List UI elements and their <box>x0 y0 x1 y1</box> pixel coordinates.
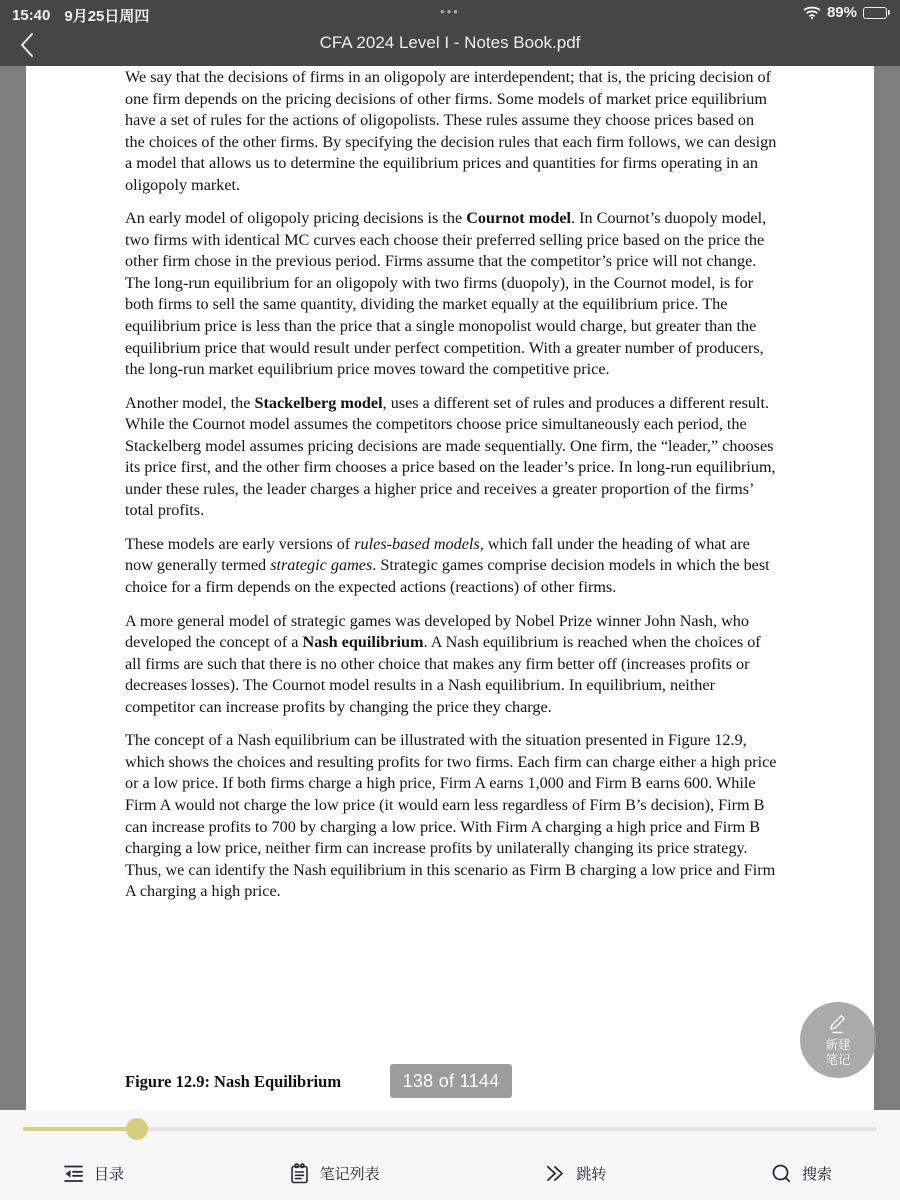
pdf-paragraphs <box>125 67 777 915</box>
toolbar-label-toc: 目录 <box>94 1165 125 1183</box>
pdf-paragraph: Another model, the Stackelberg model, uses a different set of rules and produces a different result. While the Cournot model assumes the competitors choose price simultaneously each period, the Stackelberg model assumes pricing decisions are made sequentially. One firm, the “leader,” chooses its price first, and the other firm chooses a price based on the leader’s price. In long-run equilibrium, under these rules, the leader charges a higher price and receives a greater proportion of the firms’ total profits. <box>125 393 776 520</box>
toolbar <box>0 1146 900 1200</box>
toolbar-item-jump[interactable] <box>543 1162 606 1185</box>
status-bar <box>0 0 900 26</box>
notes-list-icon <box>288 1162 311 1185</box>
status-date: 9月25日周四 <box>64 8 150 25</box>
page-slider-fill <box>23 1127 137 1131</box>
pdf-paragraph: A more general model of strategic games was developed by Nobel Prize winner John Nash, who developed the concept of a Nash equilibrium. A Nash equilibrium is reached when the choices of all firms are such that there is no other choice that makes any firm better off (increases profits or decreases losses). The Cournot model results in a Nash equilibrium. In equilibrium, neither competitor can increase profits by changing the price they charge. <box>125 611 761 716</box>
toolbar-label-notes-list: 笔记列表 <box>319 1165 380 1183</box>
top-bar <box>0 0 900 66</box>
pdf-paragraph: An early model of oligopoly pricing decisions is the Cournot model. In Cournot’s duopoly model, two firms with identical MC curves each choose their preferred selling price based on the price the other firm chose in the previous period. Firms assume that the competitor’s price will not change. The long-run equilibrium for an oligopoly with two firms (duopoly), in the Cournot model, is for both firms to sell the same quantity, dividing the market equally at the equilibrium price. The equilibrium price is less than the price that a single monopolist would charge, but greater than the equilibrium price that would result under perfect competition. With a greater number of producers, the long-run market equilibrium price moves toward the competitive price. <box>125 209 767 379</box>
nav-bar <box>0 26 900 66</box>
page-slider-thumb[interactable] <box>126 1118 148 1140</box>
search-icon <box>770 1162 793 1185</box>
toolbar-label-jump: 跳转 <box>576 1165 607 1183</box>
toolbar-item-notes-list[interactable] <box>288 1162 380 1185</box>
toc-icon <box>62 1162 85 1185</box>
window-options-icon[interactable]: ••• <box>440 4 460 19</box>
battery-icon <box>863 7 890 19</box>
figure-caption: Figure 12.9: Nash Equilibrium <box>125 1072 342 1091</box>
pdf-paragraph: These models are early versions of rules-based models, which fall under the heading of what are now generally termed strategic games. Strategic games comprise decision models in which the best choice for a firm depends on the expected actions (reactions) of other firms. <box>125 534 770 597</box>
pdf-paragraph: The concept of a Nash equilibrium can be illustrated with the situation presented in Figure 12.9, which shows the choices and resulting profits for two firms. Each firm can charge either a high price or a low price. If both firms charge a high price, Firm A earns 1,000 and Firm B earns 600. While Firm A would not charge the low price (it would earn less regardless of Firm B’s decision), Firm B can increase profits to 700 by charging a low price. With Firm A charging a high price and Firm B charging a low price, neither firm can increase profits by unilaterally changing its price strategy. Thus, we can identify the Nash equilibrium in this scenario as Firm B charging a low price and Firm A charging a high price. <box>125 731 777 901</box>
page-number-badge: 138 of 1144 <box>390 1064 512 1098</box>
wifi-icon <box>803 5 821 20</box>
page-slider[interactable] <box>23 1127 877 1131</box>
pencil-icon <box>826 1012 850 1036</box>
bottom-bar <box>0 1110 900 1200</box>
jump-icon <box>543 1162 567 1185</box>
toolbar-label-search: 搜索 <box>801 1165 832 1183</box>
status-right <box>803 4 890 21</box>
new-note-label: 新建 笔记 <box>825 1038 851 1067</box>
toolbar-item-toc[interactable] <box>62 1162 124 1185</box>
status-time: 15:40 <box>12 7 51 24</box>
toolbar-item-search[interactable] <box>770 1162 832 1185</box>
pdf-paragraph: We say that the decisions of firms in an oligopoly are interdependent; that is, the pricing decision of one firm depends on the pricing decisions of other firms. Some models of market price equilibrium have a set of rules for the actions of oligopolists. These rules assume they choose prices based on the choices of the other firms. By specifying the decision rules that each firm follows, we can design a model that allows us to determine the equilibrium prices and quantities for firms operating in an oligopoly market. <box>125 68 777 194</box>
battery-percent: 89% <box>826 4 857 21</box>
pdf-page <box>26 66 874 1110</box>
new-note-button[interactable] <box>800 1002 876 1078</box>
document-title: CFA 2024 Level I - Notes Book.pdf <box>319 33 581 52</box>
